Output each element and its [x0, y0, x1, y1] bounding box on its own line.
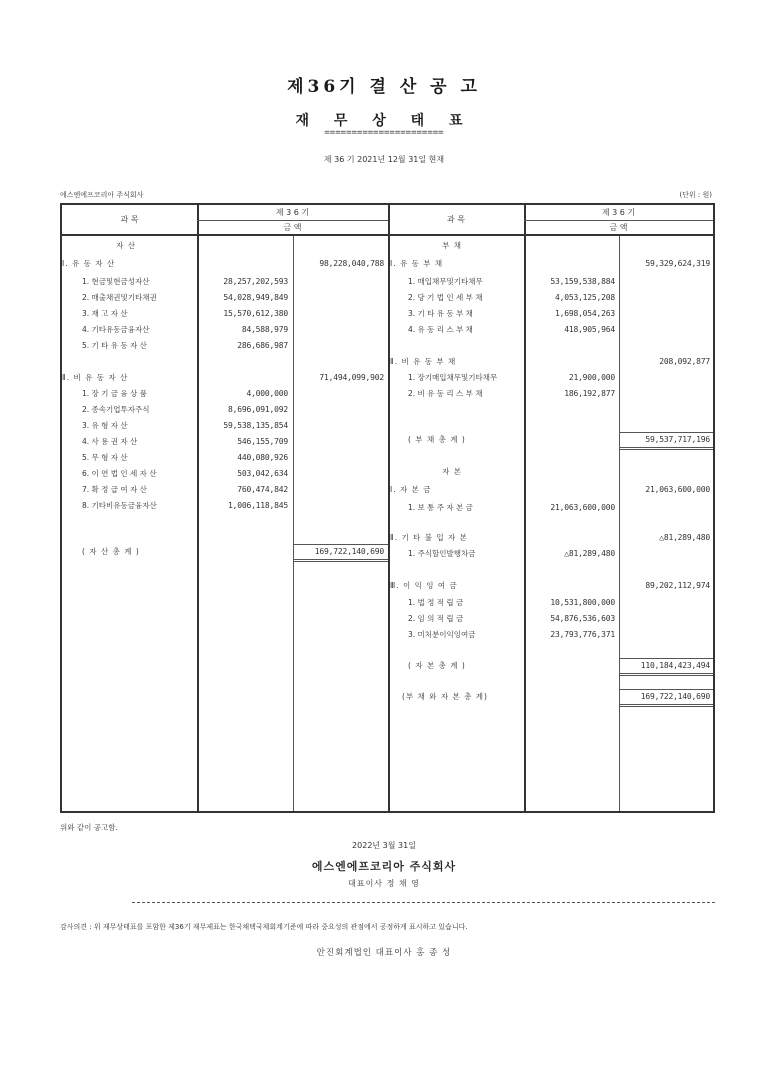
- asset-item-amount: 1,006,118,845: [227, 501, 288, 510]
- left-account-header: 과 목: [120, 215, 139, 224]
- retained-earnings-total: 89,202,112,974: [645, 581, 710, 590]
- equity-section-title: 자 본: [442, 467, 462, 476]
- liability-item-label: 2. 당 기 법 인 세 부 채: [408, 293, 483, 302]
- equity-item-label: 1. 보 통 주 자 본 금: [408, 503, 473, 512]
- right-amount-header: 금 액: [609, 223, 628, 232]
- equity-item-amount: 23,793,776,371: [550, 630, 615, 639]
- current-liabilities-total: 59,329,624,319: [645, 259, 710, 268]
- liability-item-amount: 4,053,125,208: [554, 293, 615, 302]
- equity-item-label: 3. 미처분이익잉여금: [408, 630, 476, 639]
- noncurrent-liabilities-label: Ⅱ. 비 유 동 부 채: [390, 357, 457, 366]
- asset-item-label: 6. 이 연 법 인 세 자 산: [82, 469, 157, 478]
- capital-stock-total: 21,063,600,000: [645, 485, 710, 494]
- asset-item-label: 1. 장 기 금 융 상 품: [82, 389, 147, 398]
- audit-opinion: 감사의견 : 위 재무상태표를 포함한 제36기 재무제표는 한국채택국제회계기준에 따라 중요성의 관점에서 공정하게 표시하고 있습니다.: [60, 923, 468, 931]
- statement-title: 재 무 상 태 표: [295, 113, 473, 129]
- col-divider: [388, 205, 390, 811]
- asset-item-label: 1. 현금및현금성자산: [82, 277, 150, 286]
- asset-item-amount: 59,538,135,854: [223, 421, 288, 430]
- asset-item-label: 8. 기타비유동금융자산: [82, 501, 157, 510]
- liability-item-label: 2. 비 유 동 리 스 부 채: [408, 389, 483, 398]
- asset-item-amount: 28,257,202,593: [223, 277, 288, 286]
- header-divider: [524, 220, 713, 221]
- assets-section-title: 자 산: [116, 241, 136, 250]
- total-assets-value: 169,722,140,690: [314, 547, 384, 556]
- liability-item-label: 1. 매입채무및기타채무: [408, 277, 483, 286]
- liability-item-amount: 418,905,964: [564, 325, 615, 334]
- other-paid-in-label: Ⅱ. 기 타 불 입 자 본: [390, 533, 468, 542]
- asset-item-label: 5. 기 타 유 동 자 산: [82, 341, 147, 350]
- equity-item-amount: 21,063,600,000: [550, 503, 615, 512]
- liabilities-section-title: 부 채: [442, 241, 462, 250]
- total-liabilities-value: 59,537,717,196: [645, 435, 710, 444]
- company-name: 에스엔에프코리아 주식회사: [60, 191, 144, 199]
- asset-item-label: 4. 사 용 권 자 산: [82, 437, 138, 446]
- page-title: 제36기 결 산 공 고: [287, 77, 481, 97]
- equity-item-amount: △81,289,480: [564, 549, 615, 558]
- asset-item-amount: 8,696,091,092: [227, 405, 288, 414]
- asset-item-amount: 760,474,842: [237, 485, 288, 494]
- liability-item-label: 3. 기 타 유 동 부 채: [408, 309, 473, 318]
- asset-item-label: 3. 유 형 자 산: [82, 421, 128, 430]
- total-equity-value: 110,184,423,494: [640, 661, 710, 670]
- noncurrent-assets-total: 71,494,099,902: [319, 373, 384, 382]
- asset-item-amount: 4,000,000: [246, 389, 288, 398]
- title-underline: ======================: [324, 128, 444, 138]
- asset-item-label: 2. 종속기업투자주식: [82, 405, 150, 414]
- total-liab-equity-label: (부 채 와 자 본 총 계): [402, 692, 488, 701]
- total-liab-equity-value: 169,722,140,690: [640, 692, 710, 701]
- liability-item-amount: 53,159,538,884: [550, 277, 615, 286]
- noncurrent-liabilities-total: 208,092,877: [659, 357, 710, 366]
- asset-item-amount: 15,570,612,380: [223, 309, 288, 318]
- equity-item-amount: 54,876,536,603: [550, 614, 615, 623]
- asset-item-amount: 84,588,979: [241, 325, 288, 334]
- asset-item-label: 4. 기타유동금융자산: [82, 325, 150, 334]
- left-amount-header: 금 액: [283, 223, 302, 232]
- liability-item-amount: 1,698,054,263: [554, 309, 615, 318]
- asset-item-label: 3. 재 고 자 산: [82, 309, 128, 318]
- col-divider: [293, 235, 294, 811]
- announcement-date: 2022년 3월 31일: [352, 841, 416, 850]
- equity-item-label: 2. 임 의 적 립 금: [408, 614, 464, 623]
- header-bottom: [62, 234, 713, 236]
- footer-company-name: 에스엔에프코리아 주식회사: [311, 860, 457, 873]
- noncurrent-assets-label: Ⅱ. 비 유 동 자 산: [62, 373, 129, 382]
- capital-stock-label: Ⅰ. 자 본 금: [390, 485, 432, 494]
- asset-item-label: 7. 확 정 급 여 자 산: [82, 485, 147, 494]
- liability-item-amount: 21,900,000: [568, 373, 615, 382]
- balance-sheet-table: [60, 203, 715, 813]
- current-assets-label: Ⅰ. 유 동 자 산: [62, 259, 116, 268]
- current-liabilities-label: Ⅰ. 유 동 부 채: [390, 259, 444, 268]
- asset-item-amount: 546,155,709: [237, 437, 288, 446]
- asset-item-amount: 503,042,634: [237, 469, 288, 478]
- liability-item-amount: 186,192,877: [564, 389, 615, 398]
- col-divider: [619, 235, 620, 811]
- retained-earnings-label: Ⅲ. 이 익 잉 여 금: [390, 581, 458, 590]
- liability-item-label: 1. 장기매입채무및기타채무: [408, 373, 498, 382]
- asset-item-amount: 440,080,926: [237, 453, 288, 462]
- auditor-name: 안진회계법인 대표이사 홍 종 성: [316, 948, 452, 958]
- liability-item-label: 4. 유 동 리 스 부 채: [408, 325, 473, 334]
- asset-item-label: 2. 매출채권및기타채권: [82, 293, 157, 302]
- total-equity-label: ( 자 본 총 계 ): [408, 661, 466, 670]
- equity-item-amount: 10,531,800,000: [550, 598, 615, 607]
- announcement-note: 위와 같이 공고함.: [60, 823, 118, 832]
- current-assets-total: 98,228,040,788: [319, 259, 384, 268]
- equity-item-label: 1. 주식할인발행차금: [408, 549, 476, 558]
- header-divider: [197, 220, 388, 221]
- period-date: 제 36 기 2021년 12월 31일 현재: [323, 155, 445, 164]
- dashed-divider: [132, 902, 715, 903]
- left-period-header: 제 3 6 기: [275, 208, 310, 217]
- equity-item-label: 1. 법 정 적 립 금: [408, 598, 464, 607]
- ceo-name: 대표이사 정 채 영: [348, 879, 420, 888]
- asset-item-label: 5. 무 형 자 산: [82, 453, 128, 462]
- total-assets-label: ( 자 산 총 계 ): [82, 547, 140, 556]
- other-paid-in-total: △81,289,480: [659, 533, 710, 542]
- right-account-header: 과 목: [447, 215, 465, 224]
- unit-label: (단위 : 원): [679, 191, 712, 199]
- total-liabilities-label: ( 부 채 총 계 ): [408, 435, 466, 444]
- right-period-header: 제 3 6 기: [601, 208, 636, 217]
- asset-item-amount: 54,028,949,849: [223, 293, 288, 302]
- asset-item-amount: 286,686,987: [237, 341, 288, 350]
